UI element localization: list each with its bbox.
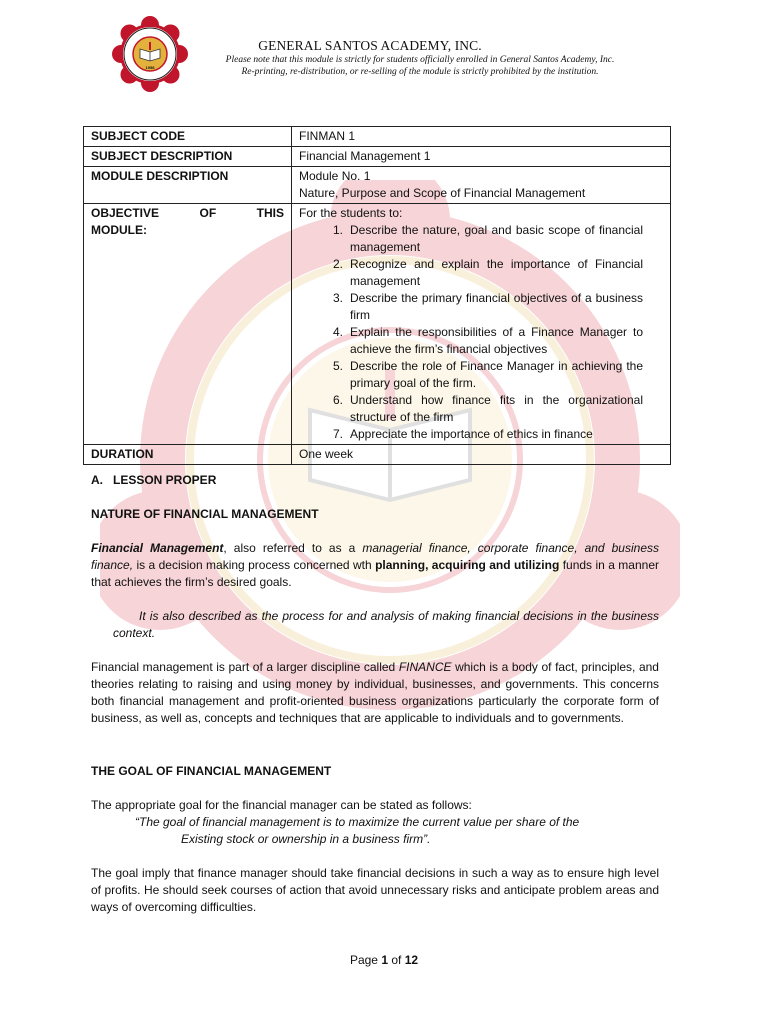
finance-term: FINANCE bbox=[398, 660, 452, 674]
page-of-label: of bbox=[388, 953, 405, 967]
paragraph-text: is a decision making process concerned wth bbox=[133, 558, 376, 572]
page-number bbox=[0, 953, 768, 967]
usage-notice-line1: Please note that this module is strictly for students officially enrolled in General Santos Academy, Inc. bbox=[225, 55, 615, 65]
heading-nature: NATURE OF FINANCIAL MANAGEMENT bbox=[91, 507, 319, 521]
subject-description-label: SUBJECT DESCRIPTION bbox=[84, 147, 292, 167]
paragraph-goal-implication: The goal imply that finance manager should take financial decisions in such a way as to ensure high level of profits. He should seek courses of action that avoid unnecessary risks and anticipate problem areas and ways of overcoming difficulties. bbox=[91, 866, 659, 914]
paragraph-goal-intro: The appropriate goal for the financial manager can be stated as follows: bbox=[91, 798, 472, 812]
heading-goal: THE GOAL OF FINANCIAL MANAGEMENT bbox=[91, 764, 332, 778]
objectives-label-word: OBJECTIVE bbox=[91, 206, 160, 220]
paragraph-finance-discipline bbox=[91, 659, 659, 727]
page-total: 12 bbox=[404, 953, 419, 967]
paragraph-definition bbox=[91, 540, 659, 591]
objectives-label-word: MODULE: bbox=[91, 223, 147, 237]
duration-value: One week bbox=[292, 445, 671, 465]
usage-notice bbox=[200, 54, 640, 78]
objective-item: 7. Appreciate the importance of ethics in finance bbox=[332, 427, 593, 441]
usage-notice-line2: Re-printing, re-distribution, or re-selling of the module is strictly prohibited by the institution. bbox=[241, 67, 599, 77]
document-header bbox=[0, 12, 768, 92]
objectives-label bbox=[84, 204, 292, 445]
objective-item: 1. Describe the nature, goal and basic scope of financial management bbox=[332, 223, 643, 254]
objectives-value bbox=[292, 204, 671, 445]
aliases-text: managerial finance, corporate finance, and business finance, bbox=[91, 541, 659, 572]
module-number: Module No. 1 bbox=[299, 169, 371, 183]
row-duration bbox=[84, 445, 671, 465]
objective-item: 2. Recognize and explain the importance of Financial management bbox=[332, 257, 643, 288]
goal-quote-line2: Existing stock or ownership in a business firm”. bbox=[181, 832, 431, 846]
module-title: Nature, Purpose and Scope of Financial Management bbox=[299, 186, 586, 200]
objectives-label-word: OF bbox=[199, 206, 217, 220]
objective-item: 4. Explain the responsibilities of a Finance Manager to achieve the firm’s financial objectives bbox=[332, 325, 643, 356]
paragraph-description: It is also described as the process for and analysis of making financial decisions in the business context. bbox=[113, 609, 659, 640]
module-description-label: MODULE DESCRIPTION bbox=[84, 167, 292, 204]
page-label: Page bbox=[349, 953, 382, 967]
module-info-table bbox=[83, 126, 671, 465]
paragraph-text: Financial management is part of a larger discipline called bbox=[91, 660, 399, 674]
page-current: 1 bbox=[381, 953, 388, 967]
objectives-intro: For the students to: bbox=[299, 206, 403, 220]
goal-quote-line1: “The goal of financial management is to maximize the current value per share of the bbox=[135, 815, 580, 829]
row-objectives bbox=[84, 204, 671, 445]
module-description-value bbox=[292, 167, 671, 204]
paragraph-text: , also referred to as a bbox=[223, 541, 363, 555]
objectives-list bbox=[299, 222, 663, 443]
school-seal-logo bbox=[112, 16, 188, 92]
row-subject-code bbox=[84, 127, 671, 147]
paragraph-text: funds in a manner that achieves the firm’s desired goals. bbox=[91, 558, 659, 589]
objective-item: 6. Understand how finance fits in the organizational structure of the firm bbox=[332, 393, 643, 424]
objective-item: 3. Describe the primary financial objectives of a business firm bbox=[332, 291, 643, 322]
subject-description-value: Financial Management 1 bbox=[292, 147, 671, 167]
row-subject-description bbox=[84, 147, 671, 167]
subject-code-value: FINMAN 1 bbox=[292, 127, 671, 147]
emphasis-text: planning, acquiring and utilizing bbox=[375, 558, 560, 572]
objective-item: 5. Describe the role of Finance Manager in achieving the primary goal of the firm. bbox=[332, 359, 643, 390]
paragraph-text: which is a body of fact, principles, and theories relating to raising and using money by individual, businesses, and governments. This concerns both financial management and profit-oriented business organizations particularly the corporate form of business, as well as, concepts and techniques that are applicable to individuals and to governments. bbox=[91, 660, 659, 725]
section-heading-lesson-proper: A. LESSON PROPER bbox=[91, 473, 217, 487]
objectives-label-word: THIS bbox=[256, 206, 284, 220]
row-module-description bbox=[84, 167, 671, 204]
duration-label: DURATION bbox=[84, 445, 292, 465]
svg-text:1958: 1958 bbox=[145, 65, 155, 70]
school-name: GENERAL SANTOS ACADEMY, INC. bbox=[258, 38, 482, 53]
term-financial-management: Financial Management bbox=[91, 541, 224, 555]
subject-code-label: SUBJECT CODE bbox=[84, 127, 292, 147]
